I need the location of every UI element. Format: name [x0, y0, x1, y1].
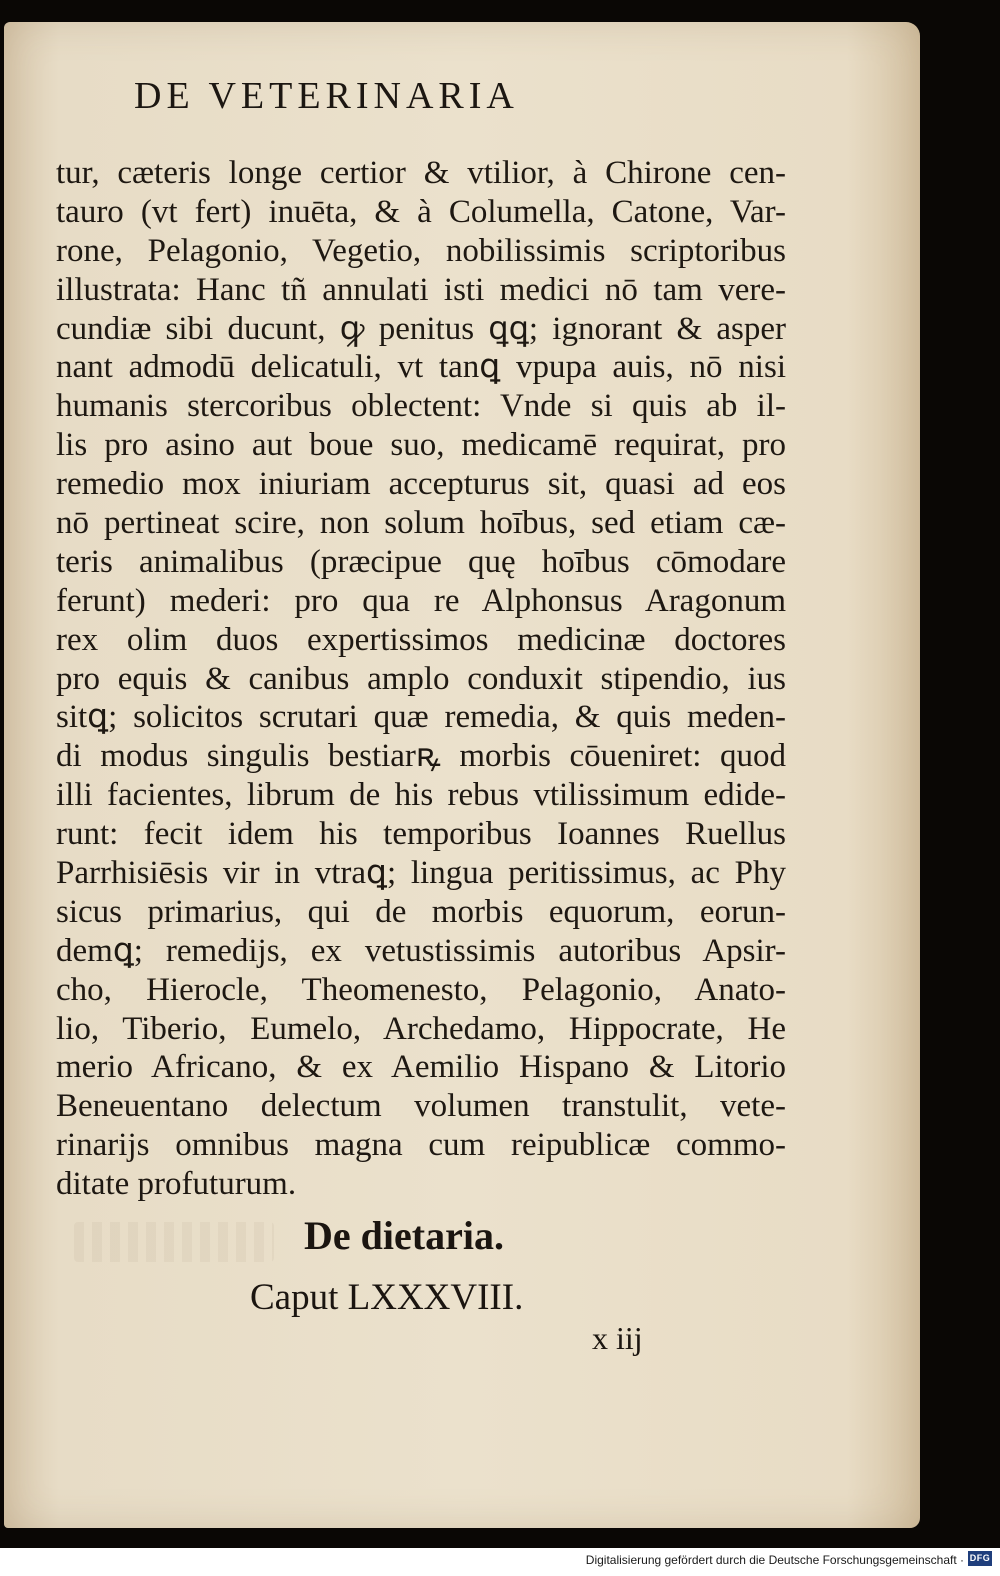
text-line: runt: fecit idem his temporibus Ioannes Ruellus [56, 816, 786, 853]
dfg-logo-icon: DFG [968, 1551, 992, 1566]
text-line: humanis stercoribus oblectent: Vnde si quis ab il- [56, 388, 786, 425]
text-line: remedio mox iniuriam accepturus sit, quasi ad eos [56, 466, 786, 503]
chapter-number: Caput LXXXVIII. [250, 1277, 524, 1318]
bleed-through-shadow [74, 1222, 274, 1262]
text-line: rone, Pelagonio, Vegetio, nobilissimis scriptoribus [56, 232, 786, 269]
text-line: merio Africano, & ex Aemilio Hispano & Litorio [56, 1049, 786, 1086]
text-line: rinarijs omnibus magna cum reipublicæ commo- [56, 1127, 786, 1164]
text-line: illustrata: Hanc tñ annulati isti medici nō tam vere- [56, 271, 786, 308]
text-line: cundiæ sibi ducunt, ꝙ penitus ꝗꝗ; ignorant & asper [56, 310, 786, 347]
text-line: tur, cæteris longe certior & vtilior, à Chirone cen- [56, 155, 786, 191]
text-line: lis pro asino aut boue suo, medicamē requirat, pro [56, 427, 786, 464]
text-line: ditate profuturum. [56, 1166, 297, 1203]
text-line: ferunt) mederi: pro qua re Alphonsus Aragonum [56, 582, 786, 619]
text-line: demꝗ; remedijs, ex vetustissimis autoribus Apsir- [56, 932, 786, 969]
running-head: DE VETERINARIA [134, 75, 519, 117]
text-line: sitꝗ; solicitos scrutari quæ remedia, & quis meden- [56, 699, 786, 736]
text-line: Beneuentano delectum volumen transtulit, vete- [56, 1088, 786, 1125]
text-line: sicus primarius, qui de morbis equorum, eorun- [56, 893, 786, 930]
text-line: tauro (vt fert) inuēta, & à Columella, Catone, Var- [56, 193, 786, 230]
chapter-title: De dietaria. [304, 1213, 504, 1258]
text-line: teris animalibus (præcipue quę hoībus cōmodare [56, 543, 786, 580]
text-line: nō pertineat scire, non solum hoībus, sed etiam cæ- [56, 505, 786, 542]
text-line: nant admodū delicatuli, vt tanꝗ vpupa auis, nō nisi [56, 349, 786, 386]
text-line: di modus singulis bestiarꝶ morbis cōueniret: quod [56, 738, 786, 775]
text-line: pro equis & canibus amplo conduxit stipendio, ius [56, 660, 786, 697]
body-text [56, 154, 786, 1204]
text-line: lio, Tiberio, Eumelo, Archedamo, Hippocrate, He [56, 1010, 786, 1047]
text-line: cho, Hierocle, Theomenesto, Pelagonio, Anato- [56, 971, 786, 1008]
signature-mark: x iij [592, 1320, 643, 1356]
text-line: Parrhisiēsis vir in vtraꝗ; lingua peritissimus, ac Phy [56, 855, 786, 892]
text-line: rex olim duos expertissimos medicinæ doctores [56, 621, 786, 658]
text-line: illi facientes, librum de his rebus vtilissimum edide- [56, 777, 786, 814]
book-page [4, 22, 920, 1528]
footer-credit: Digitalisierung gefördert durch die Deutsche Forschungsgemeinschaft · [585, 1553, 964, 1567]
